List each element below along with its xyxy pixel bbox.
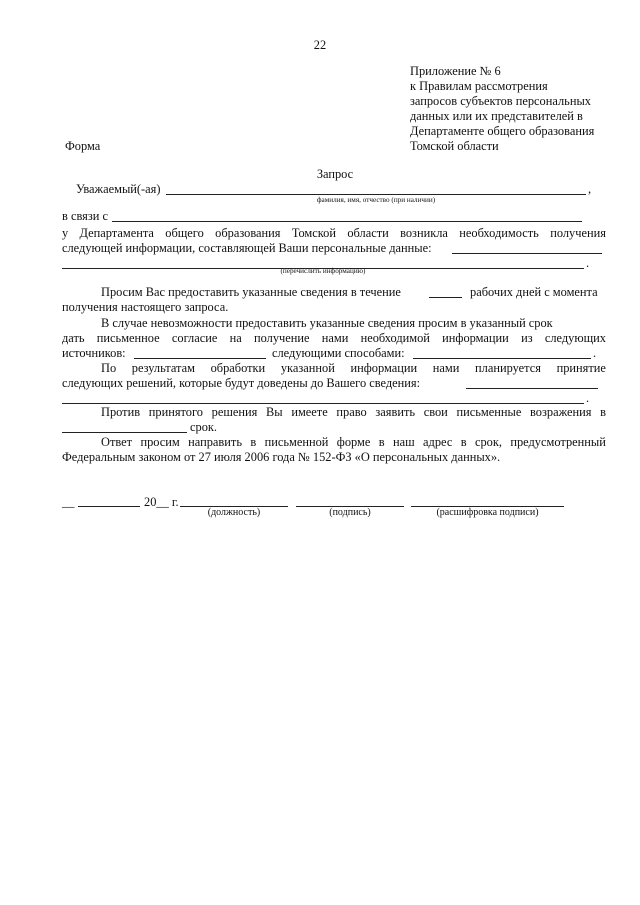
fio-hint: фамилия, имя, отчество (при наличии) (316, 196, 436, 204)
signature-caption: (подпись) (329, 507, 371, 518)
salutation-label: Уважаемый(-ая) (76, 182, 161, 196)
sources-field-line[interactable] (134, 358, 266, 359)
methods-field-line[interactable] (413, 358, 591, 359)
decisions-field-line[interactable] (466, 388, 598, 389)
position-caption: (должность) (207, 507, 261, 518)
para1-period: . (586, 256, 590, 270)
para4-line2: следующих решений, которые будут доведены до Вашего сведения: (62, 376, 421, 390)
para3-line3-sources-label: источников: (62, 346, 126, 360)
appendix-line: к Правилам рассмотрения (410, 79, 548, 93)
appendix-line: данных или их представителей в (410, 109, 583, 123)
para1-line1: у Департамента общего образования Томской области возникла необходимость получения (62, 226, 606, 240)
para2-line1b: рабочих дней с момента (470, 285, 598, 299)
date-year: 20__ г. (144, 495, 179, 509)
personal-data-field-line[interactable] (452, 253, 602, 254)
objection-period-field-line[interactable] (62, 432, 187, 433)
para6-line2: Федеральным законом от 27 июля 2006 года № 152-ФЗ «О персональных данных». (62, 450, 501, 464)
appendix-line: запросов субъектов персональных (410, 94, 591, 108)
para3-period: . (593, 346, 597, 360)
para4-line1: По результатам обработки указанной информации нами планируется принятие (101, 361, 606, 375)
date-month-field-line[interactable] (78, 506, 140, 507)
appendix-line: Томской области (410, 139, 499, 153)
para3-line1: В случае невозможности предоставить указанные сведения просим в указанный срок (101, 316, 553, 330)
para1-line2: следующей информации, составляющей Ваши персональные данные: (62, 241, 432, 255)
decoding-caption: (расшифровка подписи) (436, 507, 539, 518)
para2-line2: получения настоящего запроса. (62, 300, 229, 314)
date-day: __ (62, 495, 75, 509)
days-field-line[interactable] (429, 297, 462, 298)
para3-line2: дать письменное согласие на получение нами необходимой информации из следующих (62, 331, 606, 345)
appendix-line: Департаменте общего образования (410, 124, 595, 138)
para4-period: . (586, 391, 590, 405)
reason-field-line[interactable] (112, 221, 582, 222)
para6-line1: Ответ просим направить в письменной форме в наш адрес в срок, предусмотренный (101, 435, 606, 449)
page-number: 22 (313, 38, 327, 52)
para5-line2: срок. (190, 420, 218, 434)
decisions-field-line-2[interactable] (62, 403, 584, 404)
form-label: Форма (65, 139, 101, 153)
in-connection-label: в связи с (62, 209, 108, 223)
list-hint: (перечислить информацию) (280, 267, 366, 275)
salutation-comma: , (588, 182, 592, 196)
para5-line1: Против принятого решения Вы имеете право заявить свои письменные возражения в (101, 405, 606, 419)
document-title: Запрос (316, 167, 354, 181)
fio-field-line[interactable] (166, 194, 586, 195)
para2-line1: Просим Вас предоставить указанные сведения в течение (101, 285, 401, 299)
appendix-line: Приложение № 6 (410, 64, 501, 78)
para3-line3-methods-label: следующими способами: (272, 346, 405, 360)
